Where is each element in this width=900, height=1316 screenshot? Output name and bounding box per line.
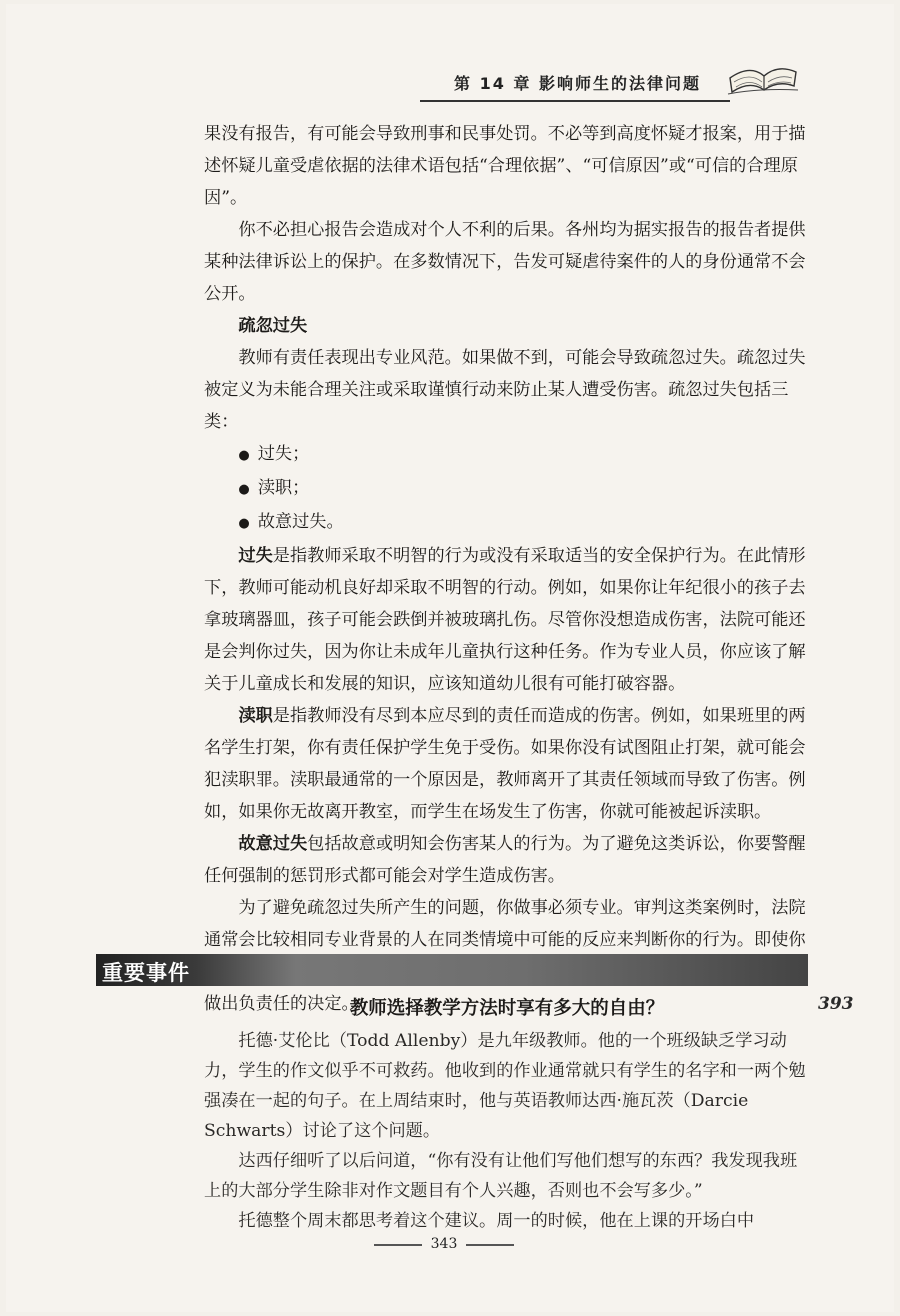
paragraph: 为了避免疏忽过失所产生的问题，你做事必须专业。审判这类案例时，法院通常会比较相同专业背景的人在同类情境中可能的反应来判断你的行为。即使你 做出负责任的决定。 (204, 898, 806, 1014)
footer-ornament (374, 1244, 422, 1246)
page-footer (374, 1236, 514, 1256)
case-title: 教师选择教学方法时享有多大的自由？ (349, 998, 665, 1019)
paragraph: 渎职是指教师没有尽到本应尽到的责任而造成的伤害。例如，如果班里的两名学生打架，你有责任保护学生免于受伤。如果你没有试图阻止打架，就可能会犯渎职罪。渎职最通常的一个原因是，教师离开了其责任领域而导致了伤害。例如，如果你无故离开教室，而学生在场发生了伤害，你就可能被起诉渎职。 (204, 706, 806, 822)
paragraph: 达西仔细听了以后问道，“你有没有让他们写他们想写的东西？我发现我班上的大部分学生除非对作文题目有个人兴趣，否则也不会写多少。” (204, 1151, 798, 1201)
term: 渎职 (238, 706, 273, 726)
paragraph: 托德整个周末都思考着这个建议。周一的时候，他在上课的开场白中 (238, 1211, 755, 1231)
paragraph: 故意过失包括故意或明知会伤害某人的行为。为了避免这类诉讼，你要警醒任何强制的惩罚形式都可能会对学生造成伤害。 (204, 834, 806, 886)
header-rule (420, 100, 730, 102)
paragraph: 果没有报告，有可能会导致刑事和民事处罚。不必等到高度怀疑才报案，用于描述怀疑儿童受虐依据的法律术语包括“合理依据”、“可信原因”或“可信的合理原因”。 (204, 124, 806, 208)
page-number: 343 (430, 1236, 458, 1252)
main-text (204, 118, 810, 1020)
paragraph: 你不必担心报告会造成对个人不利的后果。各州均为据实报告的报告者提供某种法律诉讼上的保护。在多数情况下，告发可疑虐待案件的人的身份通常不会公开。 (204, 220, 806, 304)
bullet-item: ● 渎职； (204, 472, 810, 506)
open-book-icon (720, 42, 800, 102)
term: 过失 (238, 546, 273, 566)
paragraph: 教师有责任表现出专业风范。如果做不到，可能会导致疏忽过失。疏忽过失被定义为未能合理关注或采取谨慎行动来防止某人遭受伤害。疏忽过失包括三类： (204, 348, 806, 432)
section-heading: 疏忽过失 (238, 316, 308, 336)
key-event-banner (96, 954, 808, 986)
paragraph: 过失是指教师采取不明智的行为或没有采取适当的安全保护行为。在此情形下，教师可能动机良好却采取不明智的行动。例如，如果你让年纪很小的孩子去拿玻璃器皿，孩子可能会跌倒并被玻璃扎伤。尽管你没想造成伤害，法院可能还是会判你过失，因为你让未成年儿童执行这种任务。作为专业人员，你应该了解关于儿童成长和发展的知识，应该知道幼儿很有可能打破容器。 (204, 546, 806, 694)
footer-ornament (466, 1244, 514, 1246)
running-header (420, 60, 800, 108)
paragraph: 托德·艾伦比（Todd Allenby）是九年级教师。他的一个班级缺乏学习动力，学生的作文似乎不可救药。他收到的作业通常就只有学生的名字和一两个勉强凑在一起的句子。在上周结束时，他与英语教师达西·施瓦茨（Darcie Schwarts）讨论了这个问题。 (204, 1031, 806, 1141)
bullet-item: ● 故意过失。 (204, 506, 810, 540)
case-text (204, 1026, 810, 1236)
chapter-title: 第 14 章 影响师生的法律问题 (454, 74, 701, 93)
key-event-label: 重要事件 (102, 961, 190, 985)
term: 故意过失 (238, 834, 308, 854)
margin-page-reference: 393 (818, 994, 854, 1014)
bullet-item: ● 过失； (204, 438, 810, 472)
